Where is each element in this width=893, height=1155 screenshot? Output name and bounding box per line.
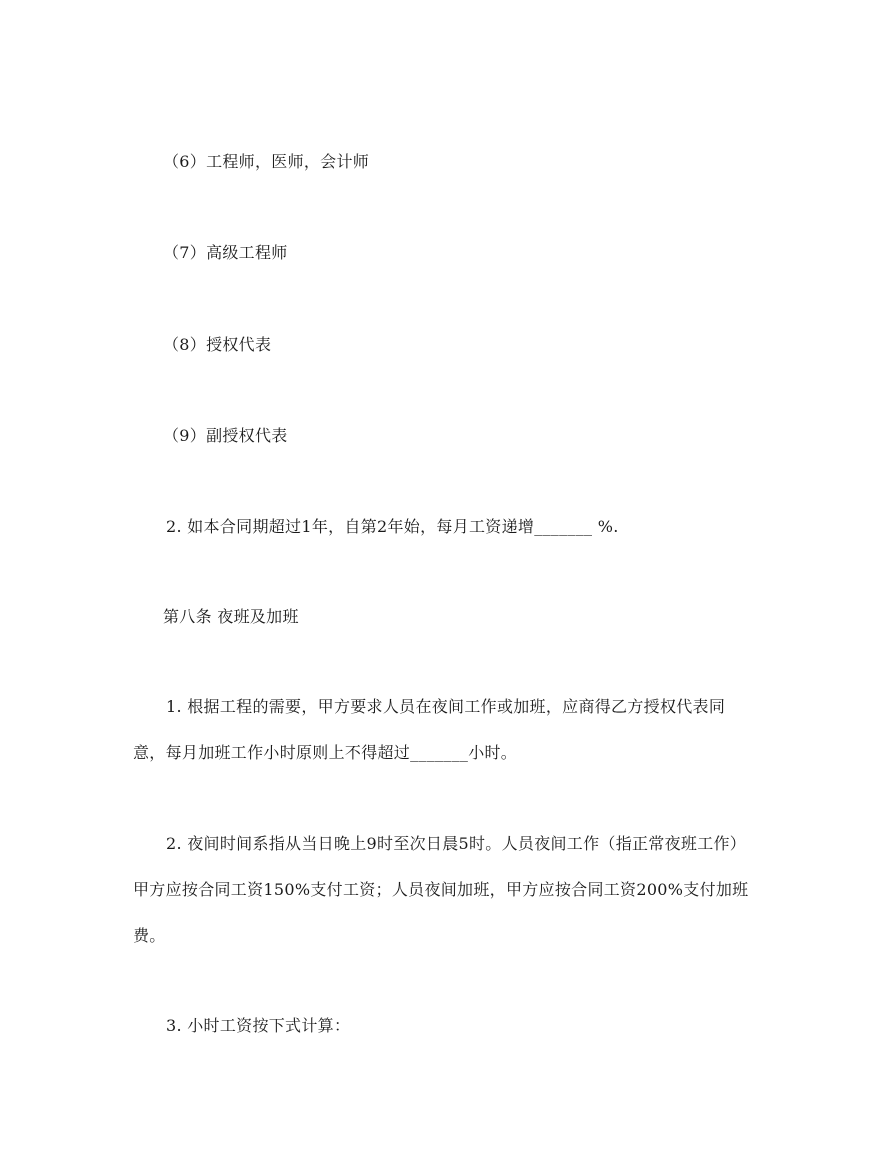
list-item-authorized-rep: （8）授权代表 [163,335,272,354]
paragraph-overtime-line2: 意，每月加班工作小时原则上不得超过_______小时。 [133,743,518,762]
list-item-deputy-rep: （9）副授权代表 [163,426,288,445]
paragraph-night-line2: 甲方应按合同工资150%支付工资；人员夜间加班，甲方应按合同工资200%支付加班 [133,880,749,899]
list-item-engineer: （6）工程师，医师，会计师 [163,152,370,171]
paragraph-night-line1: 2. 夜间时间系指从当日晚上9时至次日晨5时。人员夜间工作（指正常夜班工作） [166,834,747,853]
paragraph-salary-increase: 2. 如本合同期超过1年，自第2年始，每月工资递增_______ %. [166,517,619,536]
paragraph-night-line3: 费。 [133,926,166,945]
list-item-senior-engineer: （7）高级工程师 [163,243,288,262]
section-heading-article-8: 第八条 夜班及加班 [163,607,299,626]
paragraph-hourly-wage: 3. 小时工资按下式计算： [166,1016,351,1035]
paragraph-overtime-line1: 1. 根据工程的需要，甲方要求人员在夜间工作或加班，应商得乙方授权代表同 [166,697,726,716]
